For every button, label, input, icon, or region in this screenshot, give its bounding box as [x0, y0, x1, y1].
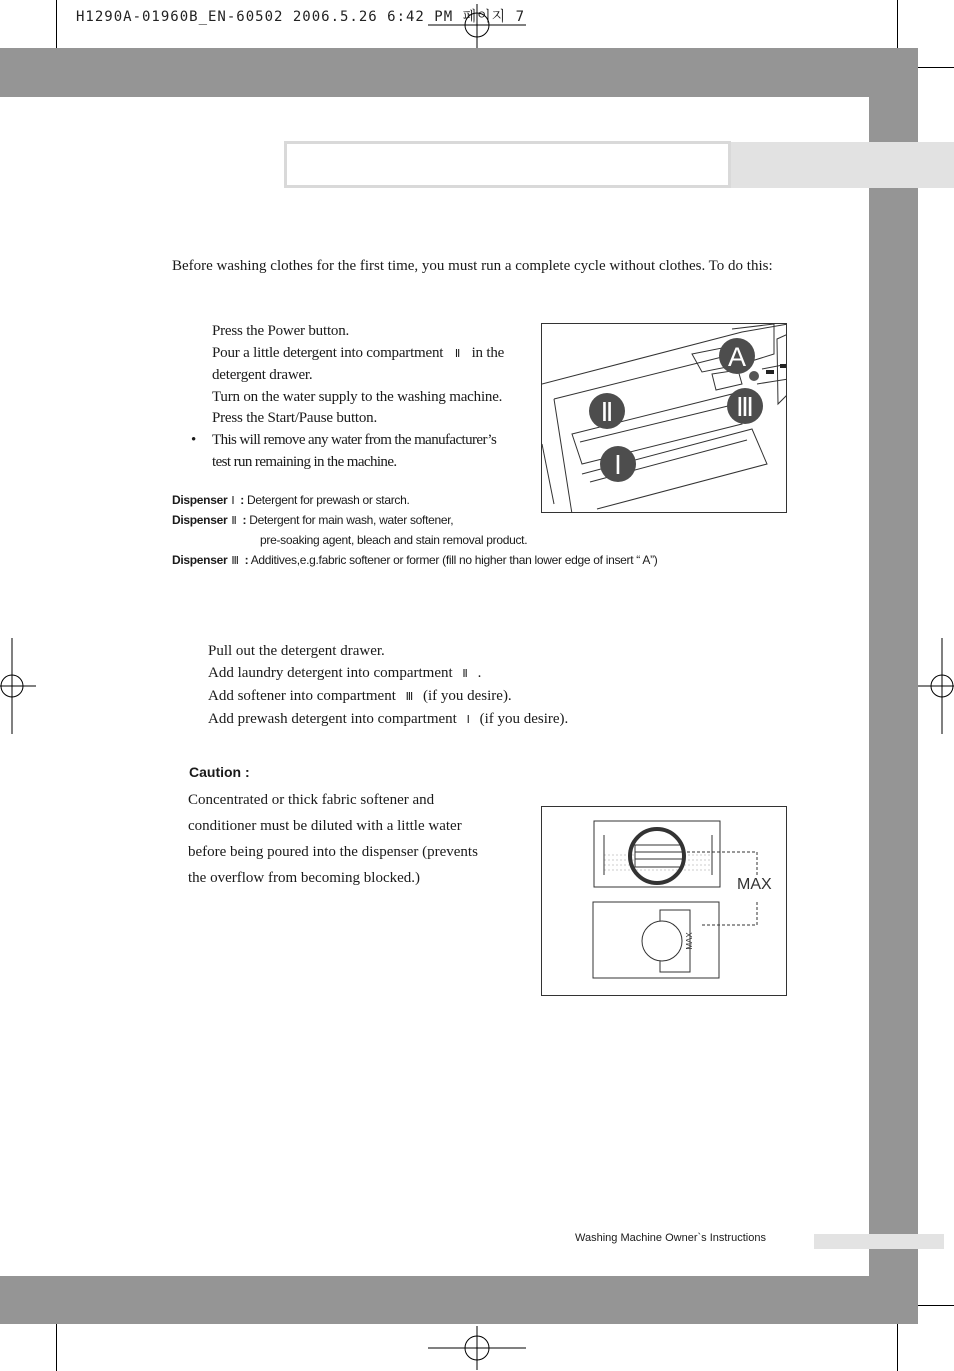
bullet-line-2: test run remaining in the machine. — [212, 453, 397, 470]
section-title-box — [284, 141, 731, 188]
drawer-figure — [541, 323, 787, 513]
small-max-label: MAX — [685, 932, 694, 950]
registration-mark-right — [918, 638, 954, 734]
step-pour-text-end: in the — [471, 344, 505, 361]
dispenser-colon: : — [240, 493, 244, 507]
step-pour-text: Pour a little detergent into compartment — [212, 344, 444, 361]
caution-line: Concentrated or thick fabric softener and — [188, 792, 435, 808]
crop-mark — [918, 67, 954, 68]
drawer-label-a — [719, 338, 755, 374]
drawer-label-2 — [589, 393, 625, 429]
dispenser-text: Additives,e.g.fabric softener or former (fill no higher than lower edge of insert “ A”) — [250, 553, 658, 567]
compartment-symbol: Ⅲ — [405, 691, 414, 703]
dispenser-symbol: Ⅰ — [231, 495, 235, 507]
crop-mark — [897, 0, 898, 48]
svg-text:Ⅲ: Ⅲ — [736, 393, 754, 422]
print-header: H1290A-01960B_EN-60502 2006.5.26 6:42 PM 페이지 7 — [76, 9, 526, 25]
dispenser-symbol: Ⅲ — [231, 555, 239, 567]
footer-text: Washing Machine Owner`s Instructions — [575, 1232, 766, 1244]
crop-mark — [56, 1324, 57, 1371]
detergent-step: Add laundry detergent into compartment Ⅱ . — [208, 665, 482, 681]
dispenser-symbol: Ⅱ — [231, 515, 237, 527]
step-water: Turn on the water supply to the washing machine. — [212, 388, 503, 405]
dispenser-label: Dispenser — [172, 513, 228, 527]
caution-body — [188, 787, 533, 891]
dispenser-label: Dispenser — [172, 553, 228, 567]
compartment-symbol: Ⅱ — [454, 347, 461, 360]
detergent-steps — [208, 640, 568, 731]
dispenser-2 — [172, 513, 453, 527]
step-pour-detergent — [212, 343, 542, 366]
bullet-note — [191, 430, 542, 452]
intro-paragraph: Before washing clothes for the first time, you must run a complete cycle without clothes. To do this: — [172, 258, 773, 274]
dispenser-1 — [172, 493, 410, 507]
detergent-step: Add softener into compartment Ⅲ (if you desire). — [208, 688, 512, 704]
svg-text:Ⅰ: Ⅰ — [614, 451, 622, 480]
bullet-icon: • — [191, 431, 196, 448]
drawer-label-3 — [727, 388, 763, 424]
crop-mark — [56, 0, 57, 48]
compartment-symbol: Ⅰ — [466, 714, 470, 726]
step-start: Press the Start/Pause button. — [212, 410, 378, 427]
crop-mark — [918, 1305, 954, 1306]
caution-line: before being poured into the dispenser (prevents — [188, 844, 478, 860]
svg-text:A: A — [727, 342, 747, 372]
dispenser-colon: : — [244, 553, 249, 567]
registration-mark-top — [428, 4, 526, 48]
detergent-step: Add prewash detergent into compartment Ⅰ (if you desire). — [208, 711, 569, 727]
compartment-symbol: Ⅱ — [462, 668, 468, 680]
dispenser-2-continuation: pre-soaking agent, bleach and stain removal product. — [260, 533, 528, 547]
section-title-tab — [731, 142, 954, 188]
caution-line: the overflow from becoming blocked.) — [188, 870, 421, 886]
bullet-line-1: This will remove any water from the manufacturer’s — [212, 431, 497, 448]
drawer-illustration — [542, 324, 787, 513]
step-drawer: detergent drawer. — [212, 367, 313, 384]
dispenser-text: Detergent for main wash, water softener, — [249, 513, 454, 527]
page-number-tab — [814, 1234, 944, 1249]
frame-bottom-band — [0, 1276, 918, 1324]
detergent-step: Pull out the detergent drawer. — [208, 643, 385, 659]
svg-text:Ⅱ: Ⅱ — [600, 398, 614, 427]
registration-mark-bottom — [428, 1326, 526, 1370]
drawer-label-1 — [600, 446, 636, 482]
crop-mark — [897, 1324, 898, 1371]
step-power: Press the Power button. — [212, 323, 350, 339]
max-level-illustration — [542, 807, 788, 997]
dispenser-3 — [172, 553, 657, 567]
dispenser-colon: : — [242, 513, 247, 527]
first-cycle-steps — [191, 321, 542, 473]
registration-mark-left — [0, 638, 36, 734]
caution-heading: Caution : — [189, 764, 250, 780]
frame-right-band — [869, 48, 918, 1324]
max-level-figure — [541, 806, 787, 996]
dispenser-text: Detergent for prewash or starch. — [247, 493, 410, 507]
dispenser-label: Dispenser — [172, 493, 228, 507]
frame-top-band — [0, 48, 918, 97]
max-label: MAX — [737, 876, 772, 893]
caution-line: conditioner must be diluted with a little water — [188, 818, 462, 834]
